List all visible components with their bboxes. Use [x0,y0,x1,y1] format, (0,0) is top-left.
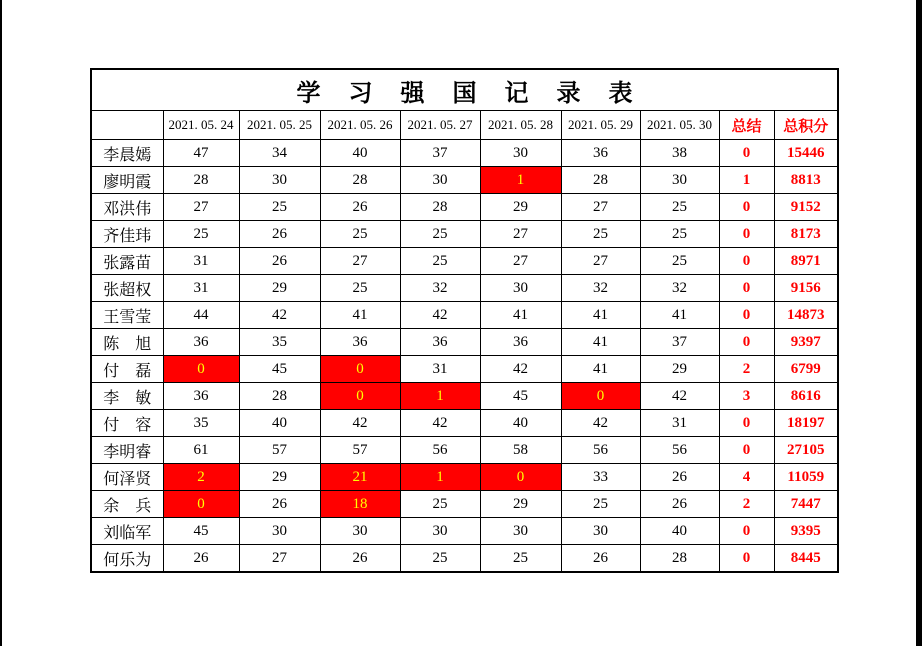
daily-score-cell[interactable]: 25 [561,491,640,518]
daily-score-cell[interactable]: 30 [480,518,561,545]
daily-score-cell[interactable]: 30 [239,167,320,194]
daily-score-cell[interactable]: 37 [640,329,719,356]
total-header[interactable]: 总积分 [774,111,838,140]
daily-score-cell[interactable]: 41 [561,302,640,329]
daily-score-cell[interactable]: 25 [400,545,480,573]
daily-score-cell[interactable]: 25 [640,248,719,275]
person-name-cell[interactable]: 李晨嫣 [91,140,163,167]
daily-score-cell[interactable]: 31 [163,248,239,275]
person-name-cell[interactable]: 张超权 [91,275,163,302]
summary-count-cell[interactable]: 2 [719,356,774,383]
summary-count-cell[interactable]: 1 [719,167,774,194]
daily-score-cell[interactable]: 56 [640,437,719,464]
daily-score-cell[interactable]: 28 [561,167,640,194]
daily-score-cell[interactable]: 25 [400,248,480,275]
daily-score-cell[interactable]: 41 [561,329,640,356]
daily-score-cell[interactable]: 25 [400,491,480,518]
person-name-cell[interactable]: 付 磊 [91,356,163,383]
title-row [91,69,838,111]
total-points-cell[interactable]: 9395 [774,518,838,545]
table-row [91,383,838,410]
table-row [91,275,838,302]
daily-score-cell[interactable]: 41 [561,356,640,383]
daily-score-cell[interactable]: 30 [561,518,640,545]
daily-score-cell[interactable]: 27 [239,545,320,573]
daily-score-cell[interactable]: 36 [480,329,561,356]
total-points-cell[interactable]: 11059 [774,464,838,491]
daily-score-cell[interactable]: 35 [239,329,320,356]
daily-score-cell[interactable]: 47 [163,140,239,167]
table-row [91,545,838,573]
daily-score-cell[interactable]: 30 [239,518,320,545]
daily-score-cell-flagged[interactable]: 1 [400,464,480,491]
daily-score-cell[interactable]: 61 [163,437,239,464]
daily-score-cell[interactable]: 25 [561,221,640,248]
daily-score-cell[interactable]: 26 [239,221,320,248]
daily-score-cell[interactable]: 29 [239,275,320,302]
daily-score-cell[interactable]: 30 [320,518,400,545]
daily-score-cell[interactable]: 28 [239,383,320,410]
table-row [91,491,838,518]
daily-score-cell[interactable]: 34 [239,140,320,167]
daily-score-cell[interactable]: 26 [320,194,400,221]
summary-count-cell[interactable]: 0 [719,518,774,545]
table-row [91,248,838,275]
total-points-cell[interactable]: 14873 [774,302,838,329]
table-row [91,302,838,329]
daily-score-cell[interactable]: 41 [480,302,561,329]
daily-score-cell-flagged[interactable]: 1 [400,383,480,410]
total-points-cell[interactable]: 15446 [774,140,838,167]
daily-score-cell[interactable]: 32 [400,275,480,302]
header-row [91,111,838,140]
summary-count-cell[interactable]: 0 [719,275,774,302]
total-points-cell[interactable]: 9397 [774,329,838,356]
table-row [91,329,838,356]
daily-score-cell-flagged[interactable]: 0 [163,491,239,518]
daily-score-cell[interactable]: 44 [163,302,239,329]
daily-score-cell[interactable]: 42 [400,302,480,329]
date-header[interactable]: 2021. 05. 25 [239,111,320,140]
person-name-cell[interactable]: 李 敏 [91,383,163,410]
table-row [91,356,838,383]
daily-score-cell[interactable]: 26 [239,491,320,518]
daily-score-cell-flagged[interactable]: 0 [320,383,400,410]
daily-score-cell[interactable]: 42 [239,302,320,329]
daily-score-cell[interactable]: 26 [640,464,719,491]
daily-score-cell[interactable]: 25 [640,194,719,221]
daily-score-cell[interactable]: 45 [163,518,239,545]
daily-score-cell[interactable]: 29 [480,491,561,518]
daily-score-cell[interactable]: 42 [480,356,561,383]
daily-score-cell[interactable]: 26 [239,248,320,275]
daily-score-cell[interactable]: 45 [239,356,320,383]
daily-score-cell[interactable]: 26 [320,545,400,573]
daily-score-cell[interactable]: 28 [320,167,400,194]
person-name-cell[interactable]: 王雪莹 [91,302,163,329]
daily-score-cell[interactable]: 28 [163,167,239,194]
date-header[interactable]: 2021. 05. 24 [163,111,239,140]
daily-score-cell[interactable]: 25 [320,221,400,248]
daily-score-cell[interactable]: 27 [320,248,400,275]
total-points-cell[interactable]: 8173 [774,221,838,248]
daily-score-cell[interactable]: 57 [239,437,320,464]
daily-score-cell-flagged[interactable]: 0 [320,356,400,383]
daily-score-cell[interactable]: 26 [163,545,239,573]
daily-score-cell[interactable]: 38 [640,140,719,167]
daily-score-cell[interactable]: 33 [561,464,640,491]
daily-score-cell[interactable]: 27 [163,194,239,221]
daily-score-cell-flagged[interactable]: 21 [320,464,400,491]
daily-score-cell[interactable]: 25 [320,275,400,302]
total-points-cell[interactable]: 6799 [774,356,838,383]
daily-score-cell[interactable]: 26 [640,491,719,518]
total-points-cell[interactable]: 27105 [774,437,838,464]
summary-count-cell[interactable]: 0 [719,329,774,356]
daily-score-cell[interactable]: 28 [400,194,480,221]
daily-score-cell[interactable]: 26 [561,545,640,573]
daily-score-cell[interactable]: 56 [400,437,480,464]
daily-score-cell[interactable]: 36 [320,329,400,356]
daily-score-cell[interactable]: 42 [400,410,480,437]
daily-score-cell[interactable]: 40 [640,518,719,545]
table-row [91,410,838,437]
summary-count-cell[interactable]: 0 [719,194,774,221]
daily-score-cell[interactable]: 32 [640,275,719,302]
corner-cell[interactable] [91,111,163,140]
daily-score-cell[interactable]: 30 [640,167,719,194]
daily-score-cell-flagged[interactable]: 0 [480,464,561,491]
daily-score-cell[interactable]: 40 [320,140,400,167]
daily-score-cell[interactable]: 31 [400,356,480,383]
summary-count-cell[interactable]: 0 [719,302,774,329]
daily-score-cell[interactable]: 40 [480,410,561,437]
date-header[interactable]: 2021. 05. 28 [480,111,561,140]
daily-score-cell[interactable]: 57 [320,437,400,464]
summary-count-cell[interactable]: 4 [719,464,774,491]
page-title: 学 习 强 国 记 录 表 [91,69,838,111]
daily-score-cell-flagged[interactable]: 18 [320,491,400,518]
daily-score-cell[interactable]: 36 [163,329,239,356]
daily-score-cell[interactable]: 25 [239,194,320,221]
summary-count-cell[interactable]: 0 [719,221,774,248]
study-record-table [90,68,839,573]
summary-header[interactable]: 总结 [719,111,774,140]
person-name-cell[interactable]: 何乐为 [91,545,163,573]
total-points-cell[interactable]: 8616 [774,383,838,410]
person-name-cell[interactable]: 李明睿 [91,437,163,464]
person-name-cell[interactable]: 何泽贤 [91,464,163,491]
daily-score-cell-flagged[interactable]: 0 [561,383,640,410]
table-row [91,167,838,194]
summary-count-cell[interactable]: 0 [719,248,774,275]
daily-score-cell[interactable]: 31 [640,410,719,437]
daily-score-cell[interactable]: 31 [163,275,239,302]
daily-score-cell[interactable]: 29 [640,356,719,383]
daily-score-cell[interactable]: 37 [400,140,480,167]
table-row [91,464,838,491]
daily-score-cell-flagged[interactable]: 0 [163,356,239,383]
daily-score-cell[interactable]: 41 [640,302,719,329]
daily-score-cell[interactable]: 27 [480,221,561,248]
summary-count-cell[interactable]: 0 [719,140,774,167]
daily-score-cell[interactable]: 30 [480,275,561,302]
daily-score-cell[interactable]: 56 [561,437,640,464]
daily-score-cell[interactable]: 25 [163,221,239,248]
date-header[interactable]: 2021. 05. 27 [400,111,480,140]
person-name-cell[interactable]: 廖明霞 [91,167,163,194]
total-points-cell[interactable]: 7447 [774,491,838,518]
summary-count-cell[interactable]: 3 [719,383,774,410]
daily-score-cell[interactable]: 36 [400,329,480,356]
daily-score-cell[interactable]: 42 [640,383,719,410]
person-name-cell[interactable]: 陈 旭 [91,329,163,356]
date-header[interactable]: 2021. 05. 29 [561,111,640,140]
person-name-cell[interactable]: 付 容 [91,410,163,437]
table-row [91,221,838,248]
daily-score-cell[interactable]: 28 [640,545,719,573]
date-header[interactable]: 2021. 05. 30 [640,111,719,140]
daily-score-cell[interactable]: 30 [400,167,480,194]
person-name-cell[interactable]: 刘临军 [91,518,163,545]
daily-score-cell[interactable]: 32 [561,275,640,302]
total-points-cell[interactable]: 8971 [774,248,838,275]
summary-count-cell[interactable]: 0 [719,437,774,464]
daily-score-cell[interactable]: 25 [640,221,719,248]
daily-score-cell[interactable]: 30 [480,140,561,167]
total-points-cell[interactable]: 9152 [774,194,838,221]
daily-score-cell[interactable]: 58 [480,437,561,464]
table-body [91,140,838,573]
daily-score-cell[interactable]: 27 [561,248,640,275]
date-header[interactable]: 2021. 05. 26 [320,111,400,140]
daily-score-cell[interactable]: 41 [320,302,400,329]
daily-score-cell-flagged[interactable]: 2 [163,464,239,491]
table-row [91,194,838,221]
daily-score-cell[interactable]: 35 [163,410,239,437]
daily-score-cell[interactable]: 27 [561,194,640,221]
person-name-cell[interactable]: 张露苗 [91,248,163,275]
summary-count-cell[interactable]: 0 [719,410,774,437]
daily-score-cell[interactable]: 40 [239,410,320,437]
daily-score-cell[interactable]: 25 [400,221,480,248]
daily-score-cell[interactable]: 29 [480,194,561,221]
person-name-cell[interactable]: 邓洪伟 [91,194,163,221]
summary-count-cell[interactable]: 2 [719,491,774,518]
daily-score-cell[interactable]: 29 [239,464,320,491]
daily-score-cell[interactable]: 30 [400,518,480,545]
total-points-cell[interactable]: 8445 [774,545,838,573]
total-points-cell[interactable]: 18197 [774,410,838,437]
daily-score-cell[interactable]: 25 [480,545,561,573]
table-row [91,140,838,167]
daily-score-cell-flagged[interactable]: 1 [480,167,561,194]
daily-score-cell[interactable]: 45 [480,383,561,410]
total-points-cell[interactable]: 8813 [774,167,838,194]
daily-score-cell[interactable]: 42 [561,410,640,437]
daily-score-cell[interactable]: 36 [163,383,239,410]
summary-count-cell[interactable]: 0 [719,545,774,573]
table-row [91,437,838,464]
person-name-cell[interactable]: 余 兵 [91,491,163,518]
table-row [91,518,838,545]
total-points-cell[interactable]: 9156 [774,275,838,302]
daily-score-cell[interactable]: 42 [320,410,400,437]
daily-score-cell[interactable]: 27 [480,248,561,275]
daily-score-cell[interactable]: 36 [561,140,640,167]
person-name-cell[interactable]: 齐佳玮 [91,221,163,248]
